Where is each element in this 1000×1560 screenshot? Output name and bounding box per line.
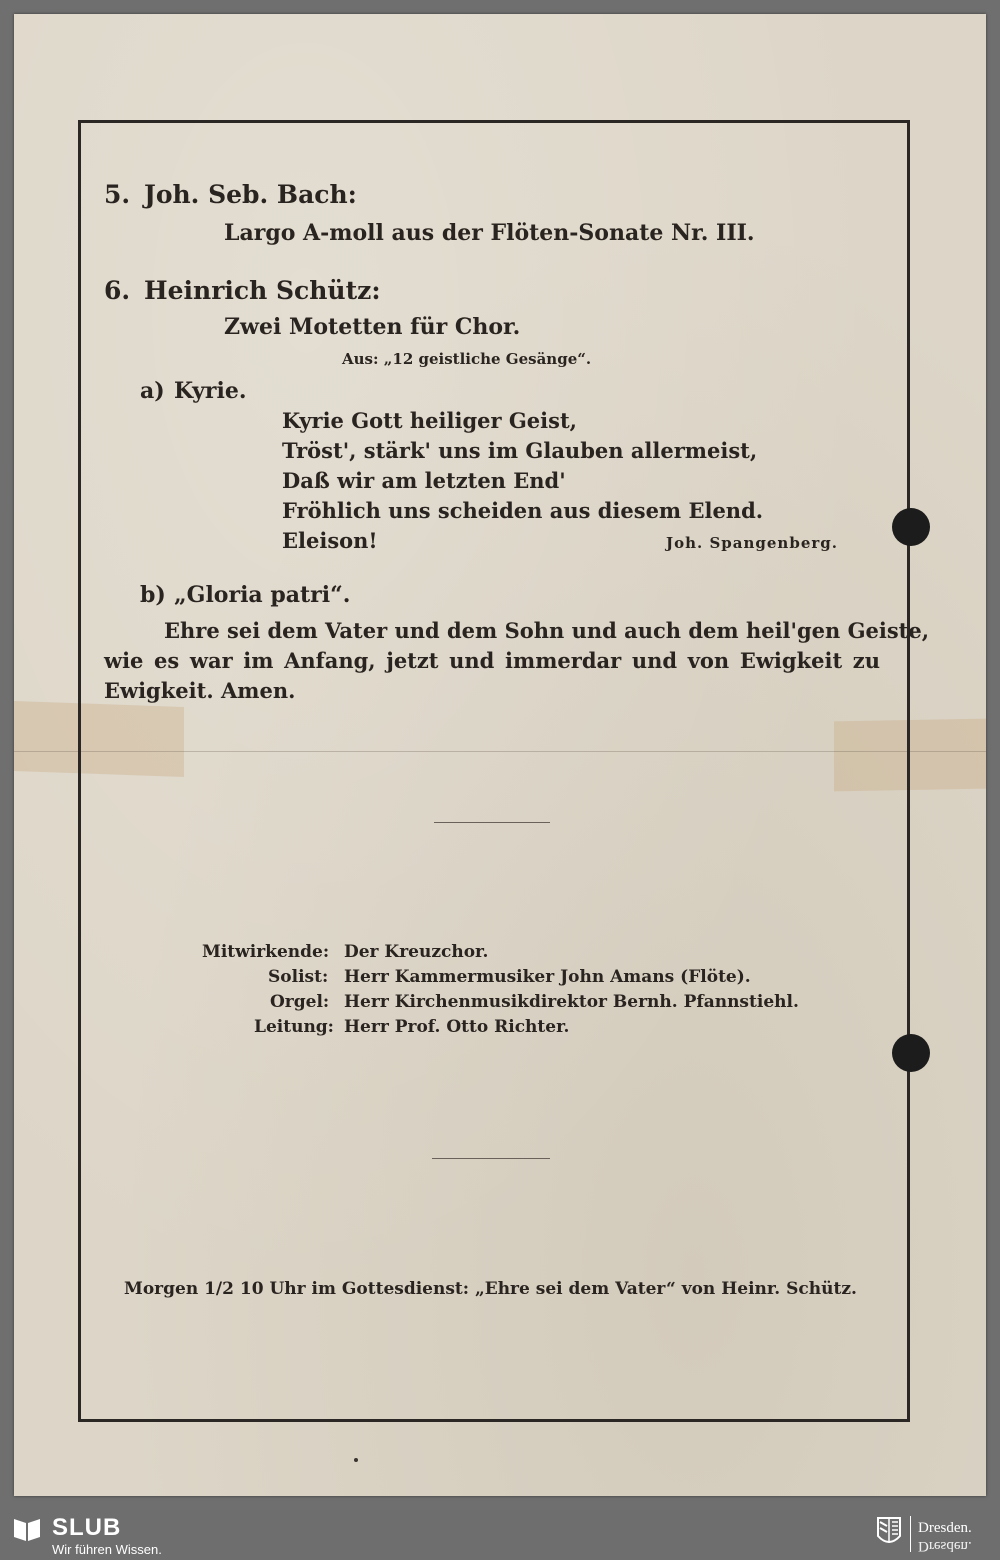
library-tagline: Wir führen Wissen. bbox=[52, 1542, 162, 1557]
kyrie-verse-line: Tröst', stärk' uns im Glauben allermeist, bbox=[282, 438, 758, 463]
book-icon bbox=[12, 1515, 42, 1543]
kyrie-verse-line: Fröhlich uns scheiden aus diesem Elend. bbox=[282, 498, 764, 523]
item6-composer: Heinrich Schütz: bbox=[144, 276, 381, 305]
footer-bar bbox=[0, 1510, 1000, 1560]
footer-separator bbox=[910, 1516, 911, 1552]
gloria-label: b) bbox=[140, 582, 166, 608]
item6-piece: Zwei Motetten für Chor. bbox=[224, 314, 521, 340]
kyrie-author: Joh. Spangenberg. bbox=[666, 534, 838, 552]
performer-role: Orgel: bbox=[270, 992, 330, 1012]
performer-name: Herr Prof. Otto Richter. bbox=[344, 1017, 570, 1037]
paper-mark bbox=[354, 1458, 358, 1462]
divider-rule bbox=[434, 822, 550, 823]
item6-number: 6. bbox=[104, 276, 131, 305]
performer-role: Mitwirkende: bbox=[202, 942, 330, 962]
item5-composer: Joh. Seb. Bach: bbox=[144, 180, 357, 209]
document-page bbox=[14, 14, 986, 1496]
item5-piece: Largo A-moll aus der Flöten-Sonate Nr. III. bbox=[224, 220, 755, 246]
kyrie-verse-line: Kyrie Gott heiliger Geist, bbox=[282, 408, 577, 433]
kyrie-label: a) bbox=[140, 378, 165, 404]
performer-name: Herr Kammermusiker John Amans (Flöte). bbox=[344, 967, 751, 987]
performer-name: Herr Kirchenmusikdirektor Bernh. Pfannstiehl. bbox=[344, 992, 799, 1012]
gloria-title: „Gloria patri“. bbox=[174, 582, 351, 608]
kyrie-verse-line: Eleison! bbox=[282, 528, 378, 553]
announcement: Morgen 1/2 10 Uhr im Gottesdienst: „Ehre sei dem Vater“ von Heinr. Schütz. bbox=[124, 1279, 857, 1299]
gloria-text-line: Ehre sei dem Vater und dem Sohn und auch dem heil'gen Geiste, bbox=[164, 618, 930, 643]
punch-hole bbox=[892, 1034, 930, 1072]
punch-hole bbox=[892, 508, 930, 546]
kyrie-verse-line: Daß wir am letzten End' bbox=[282, 468, 566, 493]
gloria-text-line: Ewigkeit. Amen. bbox=[104, 678, 296, 703]
dresden-crest-icon bbox=[876, 1516, 902, 1548]
gloria-text-line: wie es war im Anfang, jetzt und immerdar und von Ewigkeit zu bbox=[104, 648, 880, 673]
library-name[interactable]: SLUB bbox=[52, 1514, 122, 1541]
item6-source: Aus: „12 geistliche Gesänge“. bbox=[342, 350, 592, 368]
performer-role: Solist: bbox=[268, 967, 329, 987]
kyrie-title: Kyrie. bbox=[174, 378, 247, 404]
divider-rule bbox=[432, 1158, 550, 1159]
performer-name: Der Kreuzchor. bbox=[344, 942, 489, 962]
city-name-reflection: Dresden. bbox=[918, 1538, 972, 1554]
performer-role: Leitung: bbox=[254, 1017, 334, 1037]
city-name[interactable]: Dresden. bbox=[918, 1520, 972, 1536]
item5-number: 5. bbox=[104, 180, 131, 209]
